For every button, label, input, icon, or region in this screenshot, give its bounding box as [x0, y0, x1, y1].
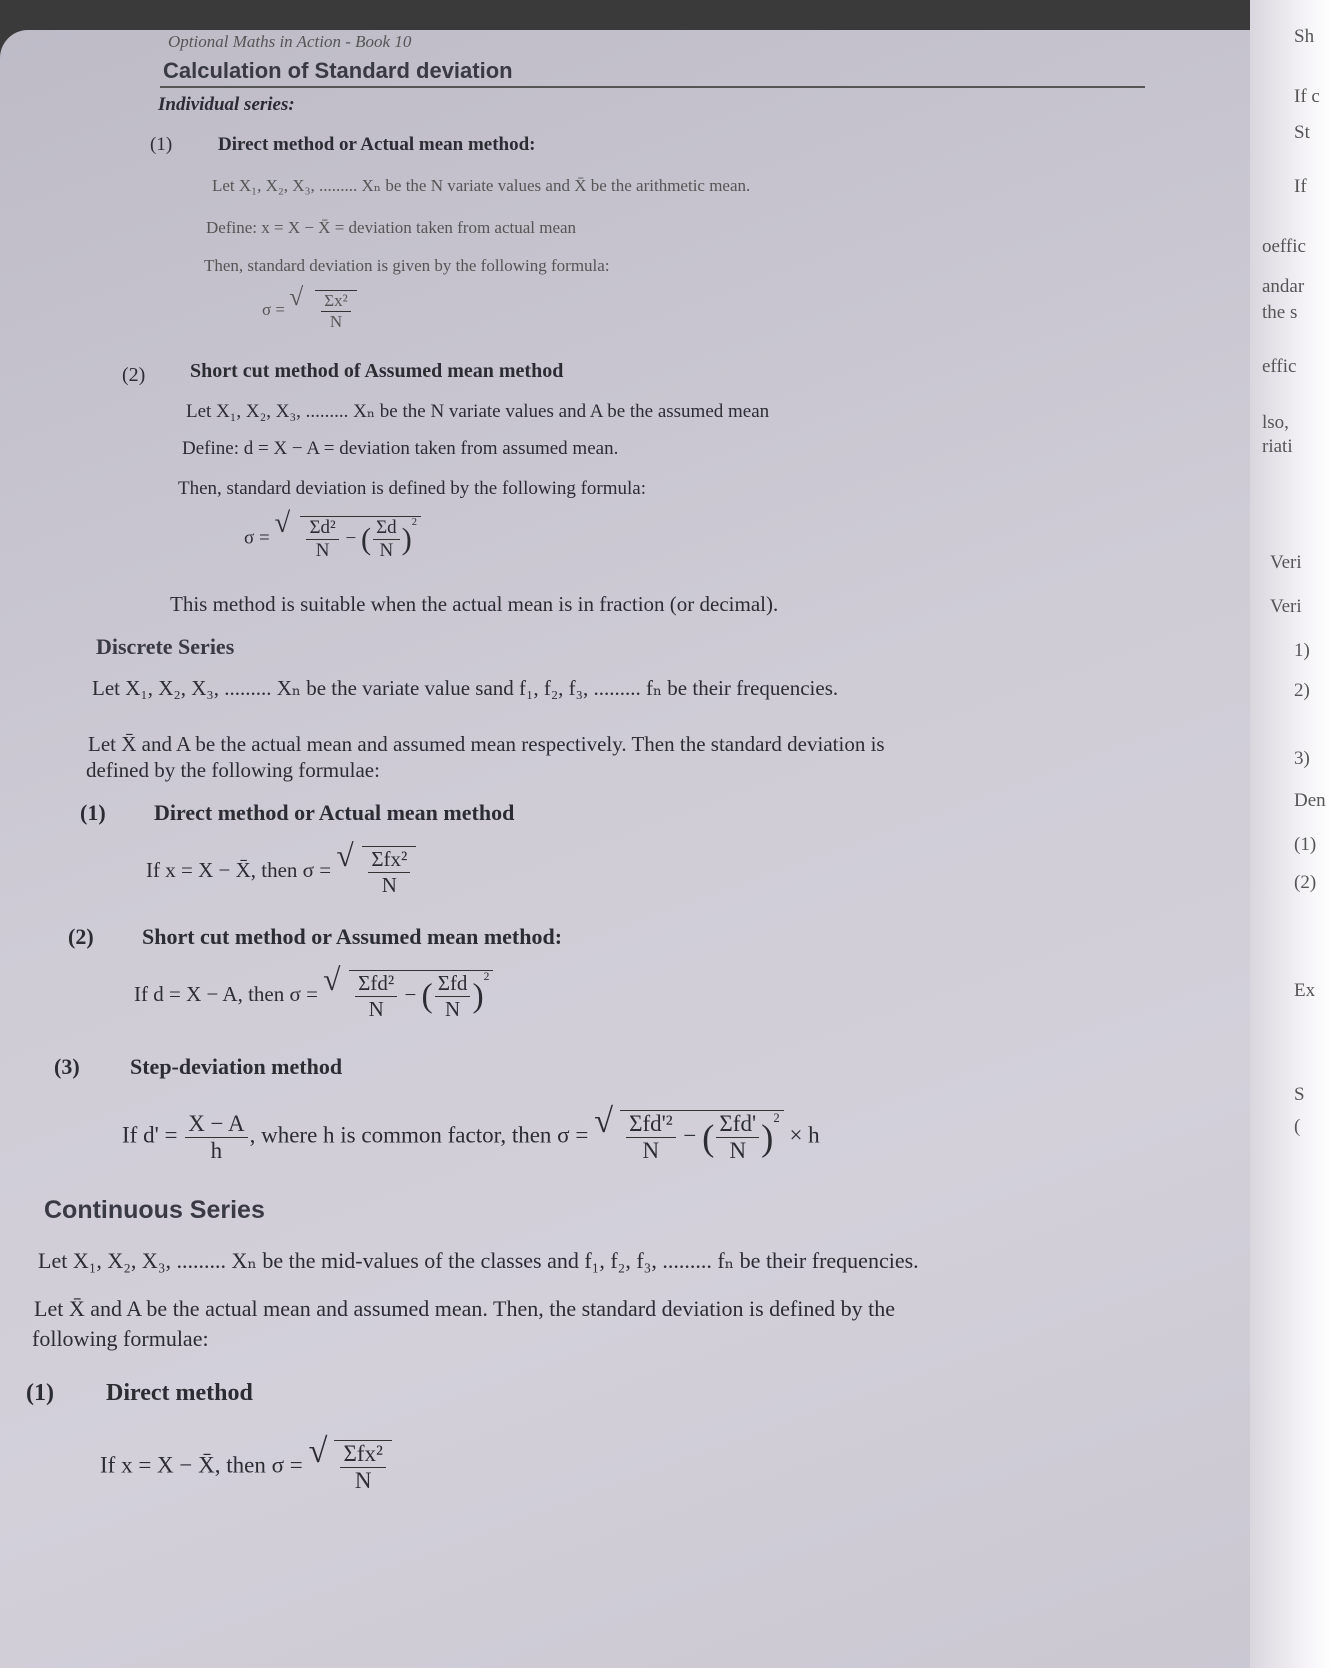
frac-numerator: Σfx² — [340, 1441, 385, 1468]
fragment: If — [1294, 176, 1307, 197]
ind-m2-title: Short cut method of Assumed mean method — [190, 360, 564, 382]
frac-denominator: N — [368, 997, 384, 1021]
sqrt: √ $\frac{\text{Σfx²}}{N}$ — [336, 846, 416, 898]
disc-m3-formula — [122, 1102, 820, 1164]
ind-m2-note: This method is suitable when the actual mean is in fraction (or decimal). — [170, 592, 779, 616]
exponent: 2 — [773, 1111, 780, 1125]
fragment: (2) — [1294, 872, 1317, 893]
frac-denominator: h — [210, 1137, 223, 1163]
disc-m2-title: Short cut method or Assumed mean method: — [142, 924, 563, 949]
discrete-heading: Discrete Series — [96, 634, 235, 659]
disc-m2-formula — [134, 962, 493, 1022]
ind-m1-define: Define: x = X − X̄ = deviation taken from actual mean — [206, 218, 577, 237]
fragment: If c — [1294, 86, 1320, 107]
continuous-let2-line2: following formulae: — [32, 1326, 209, 1351]
frac-denominator: N — [329, 312, 343, 331]
disc-m1-title: Direct method or Actual mean method — [154, 800, 515, 825]
minus-sign: − — [683, 1122, 697, 1148]
fragment: Sh — [1294, 26, 1315, 47]
disc-m1-number: (1) — [80, 800, 106, 825]
cont-m1-formula — [100, 1432, 392, 1494]
adjacent-page-edge — [1250, 0, 1332, 1668]
continuous-heading: Continuous Series — [44, 1196, 265, 1224]
fragment: andar — [1262, 276, 1305, 297]
ind-m1-formula — [262, 282, 357, 332]
fragment: Veri — [1270, 552, 1302, 573]
chapter-title: Calculation of Standard deviation — [163, 58, 513, 83]
minus-sign: − — [404, 982, 417, 1007]
frac-denominator: N — [315, 540, 330, 561]
frac-numerator: Σfd'² — [626, 1111, 676, 1138]
formula-post: × h — [789, 1122, 820, 1148]
fragment: effic — [1262, 356, 1297, 377]
ind-m2-formula — [244, 508, 421, 562]
formula-lhs: If x = X − X̄, then σ = — [100, 1452, 303, 1478]
ind-m2-then: Then, standard deviation is defined by the following formula: — [178, 478, 647, 499]
fragment: Den — [1294, 790, 1326, 811]
cont-m1-title: Direct method — [106, 1380, 253, 1406]
discrete-let2-line2: defined by the following formulae: — [86, 758, 380, 782]
formula-middle: , where h is common factor, then σ = — [249, 1122, 589, 1148]
formula-lhs: σ = — [262, 299, 286, 319]
sqrt: √ $\frac{\text{Σfx²}}{N}$ — [308, 1440, 391, 1494]
frac-denominator: N — [729, 1138, 747, 1163]
fragment: the s — [1262, 302, 1298, 323]
frac-denominator: N — [354, 1468, 372, 1493]
fragment: 3) — [1294, 748, 1310, 769]
fragment: 2) — [1294, 680, 1310, 701]
continuous-let: Let X₁, X₂, X₃, ......... Xₙ be the mid-values of the classes and f₁, f₂, f₃, ......... fₙ be their frequencies. — [38, 1248, 919, 1273]
fragment: oeffic — [1262, 236, 1306, 257]
formula-lhs: If d = X − A, then σ = — [134, 981, 318, 1006]
sqrt: √ $\frac{\text{Σx²}}{N}$ — [289, 290, 357, 332]
fragment: St — [1294, 122, 1310, 143]
discrete-let: Let X₁, X₂, X₃, ......... Xₙ be the variate value sand f₁, f₂, f₃, ......... fₙ be their frequencies. — [92, 676, 839, 700]
ind-m2-let: Let X₁, X₂, X₃, ......... Xₙ be the N variate values and A be the assumed mean — [186, 401, 770, 422]
discrete-let2-line1: Let X̄ and A be the actual mean and assumed mean respectively. Then the standard deviation is — [88, 732, 885, 756]
book-page — [0, 30, 1332, 1668]
sqrt: √ $\frac{\text{Σd²}}{N}$ − ( $\frac{\Sigma d}{N}$ )$^2$ — [274, 516, 421, 562]
fragment: S — [1294, 1084, 1305, 1105]
continuous-let2-line1: Let X̄ and A be the actual mean and assumed mean. Then, the standard deviation is defined by the — [34, 1296, 895, 1321]
frac-denominator: N — [381, 873, 397, 897]
formula-lhs: If d' = — [122, 1122, 178, 1148]
ind-m1-let: Let X₁, X₂, X₃, ......... Xₙ be the N variate values and X̄ be the arithmetic mean. — [212, 176, 751, 195]
formula-lhs: σ = — [244, 527, 270, 549]
fragment: Ex — [1294, 980, 1316, 1001]
frac-numerator: Σd² — [306, 517, 338, 540]
sqrt: √ $\frac{\text{Σfd'²}}{N}$ − ( $\frac{\text{Σfd'}}{N}$ )$^2$ — [594, 1110, 784, 1164]
ind-m1-then: Then, standard deviation is given by the following formula: — [204, 256, 610, 275]
header-rule — [160, 86, 1145, 88]
disc-m1-formula — [146, 838, 416, 898]
frac-numerator: Σfd² — [355, 971, 397, 997]
frac-numerator: Σfx² — [368, 847, 410, 873]
minus-sign: − — [345, 527, 357, 549]
cont-m1-number: (1) — [26, 1380, 54, 1406]
ind-m2-number: (2) — [122, 364, 146, 386]
fragment: ( — [1294, 1116, 1301, 1137]
ind-m2-define: Define: d = X − A = deviation taken from assumed mean. — [182, 438, 619, 459]
frac-denominator: N — [642, 1138, 660, 1163]
fragment: Veri — [1270, 596, 1302, 617]
frac-denominator: N — [379, 540, 394, 561]
fragment: riati — [1262, 436, 1293, 457]
frac-numerator: X − A — [185, 1111, 247, 1138]
disc-m3-title: Step-deviation method — [130, 1054, 343, 1079]
fragment: lso, — [1262, 412, 1289, 433]
book-title: Optional Maths in Action - Book 10 — [168, 32, 412, 51]
exponent: 2 — [483, 971, 490, 983]
disc-m3-number: (3) — [54, 1054, 80, 1079]
fragment: 1) — [1294, 640, 1310, 661]
frac-numerator: Σd — [373, 517, 400, 540]
frac-denominator: N — [444, 997, 461, 1021]
ind-m1-title: Direct method or Actual mean method: — [218, 134, 536, 155]
individual-heading: Individual series: — [158, 94, 295, 115]
exponent: 2 — [411, 517, 417, 528]
frac-numerator: Σfd' — [716, 1111, 759, 1138]
formula-lhs: If x = X − X̄, then σ = — [146, 857, 332, 882]
fragment: (1) — [1294, 834, 1317, 855]
frac-numerator: Σx² — [321, 291, 351, 312]
frac-numerator: Σfd — [435, 971, 471, 997]
sqrt: √ $\frac{\text{Σfd²}}{N}$ − ( $\frac{\text{Σfd}}{N}$ )$^2$ — [323, 970, 493, 1022]
disc-m2-number: (2) — [68, 924, 94, 949]
ind-m1-number: (1) — [150, 134, 173, 155]
